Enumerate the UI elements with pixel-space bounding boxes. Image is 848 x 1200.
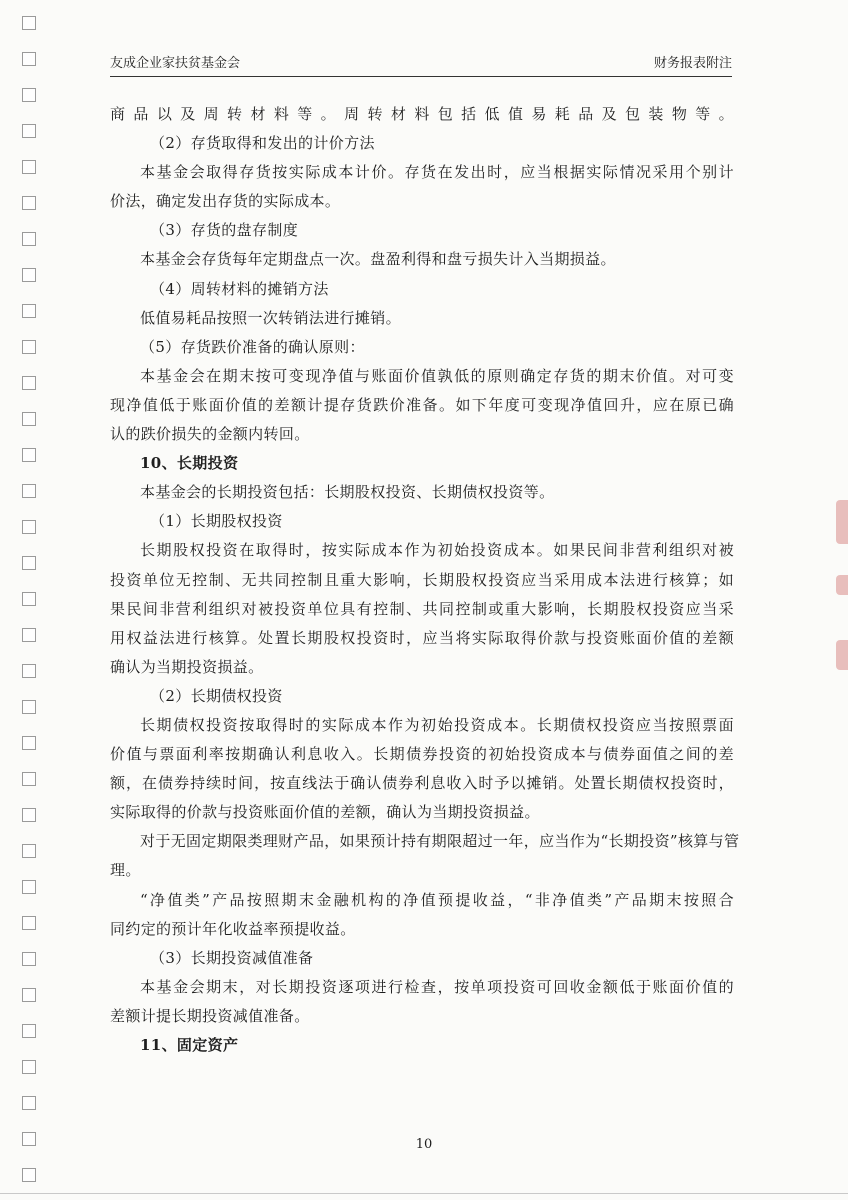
binder-hole bbox=[22, 844, 36, 858]
paragraph-line: 本基金会取得存货按实际成本计价。存货在发出时，应当根据实际情况采用个别计 bbox=[140, 163, 734, 182]
binder-hole bbox=[22, 376, 36, 390]
binder-hole bbox=[22, 952, 36, 966]
organization-name: 友成企业家扶贫基金会 bbox=[110, 56, 241, 71]
page-body bbox=[110, 100, 740, 1060]
paragraph-line: 本基金会的长期投资包括：长期股权投资、长期债权投资等。 bbox=[140, 483, 555, 502]
paragraph-line: 实际取得的价款与投资账面价值的差额，确认为当期投资损益。 bbox=[110, 803, 540, 822]
paragraph-line: 投资单位无控制、无共同控制且重大影响，长期股权投资应当采用成本法进行核算；如 bbox=[110, 570, 734, 589]
paragraph-line: 本基金会期末，对长期投资逐项进行检查，按单项投资可回收金额低于账面价值的 bbox=[140, 977, 734, 996]
seal-stamp-mark bbox=[836, 575, 848, 595]
binder-hole bbox=[22, 88, 36, 102]
binder-hole bbox=[22, 772, 36, 786]
binder-hole bbox=[22, 448, 36, 462]
subheading: （4）周转材料的摊销方法 bbox=[150, 279, 329, 298]
binder-hole bbox=[22, 592, 36, 606]
binder-hole bbox=[22, 1024, 36, 1038]
binder-hole bbox=[22, 304, 36, 318]
paragraph-line: 差额计提长期投资减值准备。 bbox=[110, 1006, 310, 1025]
binder-hole bbox=[22, 916, 36, 930]
binder-hole bbox=[22, 556, 36, 570]
binder-hole bbox=[22, 1096, 36, 1110]
paragraph-line: 长期债权投资按取得时的实际成本作为初始投资成本。长期债权投资应当按照票面 bbox=[140, 715, 734, 734]
binder-hole bbox=[22, 736, 36, 750]
paragraph-line: 商品以及周转材料等。周转材料包括低值易耗品及包装物等。 bbox=[110, 105, 734, 123]
paragraph-line: 价值与票面利率按期确认利息收入。长期债券投资的初始投资成本与债券面值之间的差 bbox=[110, 745, 734, 764]
subheading: （3）存货的盘存制度 bbox=[150, 221, 299, 240]
document-type: 财务报表附注 bbox=[653, 56, 732, 71]
binder-holes bbox=[18, 0, 40, 1200]
binder-hole bbox=[22, 808, 36, 822]
binder-hole bbox=[22, 520, 36, 534]
paragraph-line: 现净值低于账面价值的差额计提存货跌价准备。如下年度可变现净值回升，应在原已确 bbox=[110, 395, 734, 414]
subheading: （3）长期投资减值准备 bbox=[150, 948, 314, 967]
subheading: （2）存货取得和发出的计价方法 bbox=[150, 134, 375, 153]
binder-hole bbox=[22, 16, 36, 30]
section-heading: 11、固定资产 bbox=[140, 1036, 239, 1054]
paragraph-line: 额，在债券持续时间，按直线法于确认债券利息收入时予以摊销。处置长期债权投资时， bbox=[110, 774, 734, 793]
binder-hole bbox=[22, 700, 36, 714]
subheading: （2）长期债权投资 bbox=[150, 686, 283, 705]
binder-hole bbox=[22, 268, 36, 282]
paragraph-line: 本基金会存货每年定期盘点一次。盘盈利得和盘亏损失计入当期损益。 bbox=[140, 250, 616, 269]
paragraph-line: 本基金会在期末按可变现净值与账面价值孰低的原则确定存货的期末价值。对可变 bbox=[140, 366, 734, 385]
page-number: 10 bbox=[415, 1137, 433, 1152]
seal-stamp-mark bbox=[836, 500, 848, 544]
paragraph-line: 同约定的预计年化收益率预提收益。 bbox=[110, 919, 356, 938]
binder-hole bbox=[22, 880, 36, 894]
binder-hole bbox=[22, 664, 36, 678]
paragraph-line: 长期股权投资在取得时，按实际成本作为初始投资成本。如果民间非营利组织对被 bbox=[140, 541, 734, 560]
binder-hole bbox=[22, 1168, 36, 1182]
page-header bbox=[110, 50, 732, 77]
paragraph-line: 确认为当期投资损益。 bbox=[110, 657, 264, 676]
subheading: （5）存货跌价准备的确认原则： bbox=[140, 337, 365, 356]
binder-hole bbox=[22, 52, 36, 66]
binder-hole bbox=[22, 412, 36, 426]
page-bottom-edge bbox=[0, 1193, 848, 1194]
binder-hole bbox=[22, 988, 36, 1002]
paragraph-line: 价法，确定发出存货的实际成本。 bbox=[110, 192, 341, 211]
binder-hole bbox=[22, 1060, 36, 1074]
paragraph-line: 低值易耗品按照一次转销法进行摊销。 bbox=[140, 308, 401, 327]
binder-hole bbox=[22, 628, 36, 642]
binder-hole bbox=[22, 232, 36, 246]
seal-stamp-mark bbox=[836, 640, 848, 670]
paragraph-line: 理。 bbox=[110, 861, 141, 880]
paragraph-line: 对于无固定期限类理财产品，如果预计持有期限超过一年，应当作为“长期投资”核算与管 bbox=[140, 832, 740, 851]
binder-hole bbox=[22, 340, 36, 354]
binder-hole bbox=[22, 124, 36, 138]
paragraph-line: “净值类”产品按照期末金融机构的净值预提收益，“非净值类”产品期末按照合 bbox=[140, 890, 734, 909]
paragraph-line: 用权益法进行核算。处置长期股权投资时，应当将实际取得价款与投资账面价值的差额 bbox=[110, 628, 734, 647]
paragraph-line: 认的跌价损失的金额内转回。 bbox=[110, 425, 310, 444]
paragraph-line: 果民间非营利组织对被投资单位具有控制、共同控制或重大影响，长期股权投资应当采 bbox=[110, 599, 734, 618]
binder-hole bbox=[22, 196, 36, 210]
binder-hole bbox=[22, 160, 36, 174]
section-heading: 10、长期投资 bbox=[140, 454, 239, 473]
binder-hole bbox=[22, 484, 36, 498]
subheading: （1）长期股权投资 bbox=[150, 512, 283, 531]
